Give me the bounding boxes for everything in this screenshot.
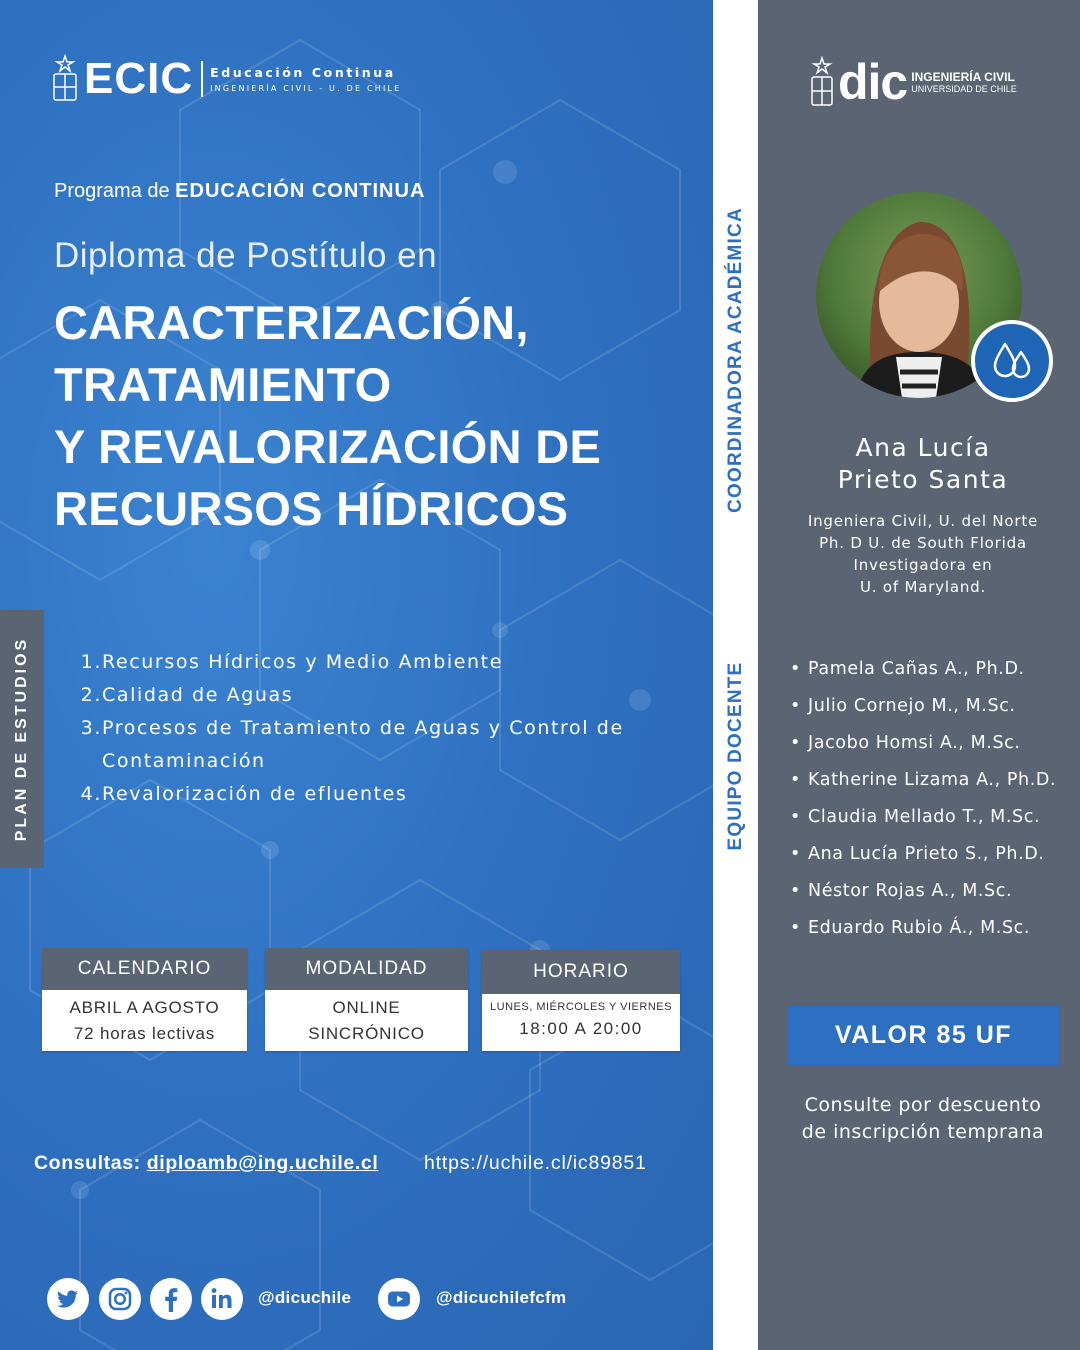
dic-logo [810, 56, 1017, 108]
dic-line2: UNIVERSIDAD DE CHILE [911, 84, 1017, 94]
plan-list [78, 646, 642, 811]
horario-header: HORARIO [482, 950, 680, 994]
modalidad-value1: ONLINE [332, 998, 401, 1017]
plan-item-text: Recursos Hídricos y Medio Ambiente [102, 651, 504, 673]
discount-line: de inscripción temprana [801, 1121, 1045, 1143]
youtube-icon[interactable] [378, 1278, 420, 1320]
twitter-icon[interactable] [47, 1278, 89, 1320]
social-handle[interactable]: @dicuchile [258, 1288, 352, 1307]
team-member [790, 878, 1056, 915]
plan-item-number: 1. [80, 651, 102, 673]
team-member [790, 767, 1056, 804]
program-line [54, 180, 425, 203]
ecic-line1: Educación Continua [210, 65, 396, 80]
horario-box [482, 950, 680, 1051]
calendario-months: ABRIL A AGOSTO [69, 998, 220, 1017]
team-member [790, 730, 1056, 767]
modalidad-value2: SINCRÓNICO [308, 1024, 425, 1043]
contact-line [34, 1152, 378, 1175]
program-emphasis: EDUCACIÓN CONTINUA [175, 180, 426, 202]
bio-line: Ingeniera Civil, U. del Norte [807, 512, 1039, 530]
ecic-brand: ECIC [84, 54, 194, 103]
plan-item-number: 3. [80, 717, 102, 739]
plan-item-number: 2. [80, 684, 102, 706]
ecic-line2: INGENIERÍA CIVIL - U. DE CHILE [210, 84, 402, 93]
diploma-line: Diploma de Postítulo en [54, 236, 438, 275]
coordinator-name [780, 432, 1066, 496]
calendario-header: CALENDARIO [42, 948, 247, 990]
bio-line: U. of Maryland. [859, 578, 987, 596]
coordinator-bio [780, 510, 1066, 598]
horario-body [482, 1001, 680, 1039]
modalidad-header: MODALIDAD [265, 948, 468, 990]
plan-item-text: Calidad de Aguas [102, 684, 294, 706]
calendario-hours: 72 horas lectivas [73, 1024, 216, 1043]
plan-item [78, 778, 642, 811]
ecic-logo [52, 54, 401, 104]
discount-note [780, 1092, 1066, 1146]
title-line: Y REVALORIZACIÓN DE [54, 420, 602, 473]
dic-subtitle [911, 70, 1017, 94]
calendario-box [42, 948, 247, 1051]
plan-tab-label: PLAN DE ESTUDIOS [13, 636, 30, 842]
bullet-icon: • [790, 881, 801, 901]
team-member-name: Julio Cornejo M., M.Sc. [808, 696, 1016, 716]
equipo-label: EQUIPO DOCENTE [725, 661, 746, 851]
team-member-name: Eduardo Rubio Á., M.Sc. [808, 918, 1031, 938]
team-member-name: Claudia Mellado T., M.Sc. [808, 807, 1041, 827]
logo-separator [201, 61, 203, 97]
horario-days: LUNES, MIÉRCOLES Y VIERNES [490, 1001, 672, 1013]
bullet-icon: • [790, 770, 801, 790]
modalidad-body [265, 998, 468, 1044]
coordinator-name-line: Ana Lucía [855, 433, 991, 462]
modalidad-box [265, 948, 468, 1051]
team-member-name: Jacobo Homsi A., M.Sc. [808, 733, 1021, 753]
plan-item [78, 679, 642, 712]
coordinadora-label: COORDINADORA ACADÉMICA [725, 207, 746, 513]
water-drops-icon [971, 320, 1053, 402]
bullet-icon: • [790, 918, 801, 938]
bullet-icon: • [790, 807, 801, 827]
facebook-icon[interactable] [150, 1278, 192, 1320]
bullet-icon: • [790, 696, 801, 716]
team-list [790, 656, 1056, 952]
team-member [790, 656, 1056, 693]
title-line: CARACTERIZACIÓN, [54, 296, 529, 349]
team-member-name: Pamela Cañas A., Ph.D. [808, 659, 1025, 679]
team-member [790, 841, 1056, 878]
calendario-body [42, 998, 247, 1044]
plan-item [78, 646, 642, 679]
team-member-name: Ana Lucía Prieto S., Ph.D. [808, 844, 1045, 864]
contact-label: Consultas: [34, 1152, 141, 1174]
plan-tab [0, 610, 44, 868]
title-line: TRATAMIENTO [54, 358, 392, 411]
linkedin-icon[interactable] [201, 1278, 243, 1320]
team-member [790, 804, 1056, 841]
plan-item-text: Procesos de Tratamiento de Aguas y Control de Contaminación [102, 717, 624, 772]
bullet-icon: • [790, 733, 801, 753]
youtube-handle[interactable]: @dicuchilefcfm [436, 1288, 567, 1307]
team-member-name: Néstor Rojas A., M.Sc. [808, 881, 1013, 901]
plan-item-text: Revalorización de efluentes [102, 783, 408, 805]
bio-line: Ph. D U. de South Florida [819, 534, 1027, 552]
price-badge: VALOR 85 UF [788, 1006, 1059, 1065]
team-member [790, 915, 1056, 952]
uchile-crest-icon [52, 54, 78, 104]
ecic-subtitle [210, 65, 401, 93]
bio-line: Investigadora en [853, 556, 993, 574]
team-member [790, 693, 1056, 730]
title-line: RECURSOS HÍDRICOS [54, 482, 569, 535]
dic-line1: INGENIERÍA CIVIL [911, 70, 1015, 84]
program-prefix: Programa de [54, 180, 176, 202]
team-member-name: Katherine Lizama A., Ph.D. [808, 770, 1057, 790]
bullet-icon: • [790, 659, 801, 679]
program-title [54, 292, 601, 540]
contact-email-link[interactable]: diploamb@ing.uchile.cl [146, 1152, 379, 1174]
coordinator-name-line: Prieto Santa [837, 465, 1009, 494]
horario-time: 18:00 A 20:00 [519, 1019, 643, 1038]
plan-item [78, 712, 642, 778]
uchile-crest-icon [810, 56, 834, 108]
program-url[interactable]: https://uchile.cl/ic89851 [424, 1152, 647, 1174]
plan-item-number: 4. [80, 783, 102, 805]
discount-line: Consulte por descuento [804, 1094, 1042, 1116]
bullet-icon: • [790, 844, 801, 864]
dic-brand: dic [838, 54, 908, 110]
instagram-icon[interactable] [99, 1278, 141, 1320]
